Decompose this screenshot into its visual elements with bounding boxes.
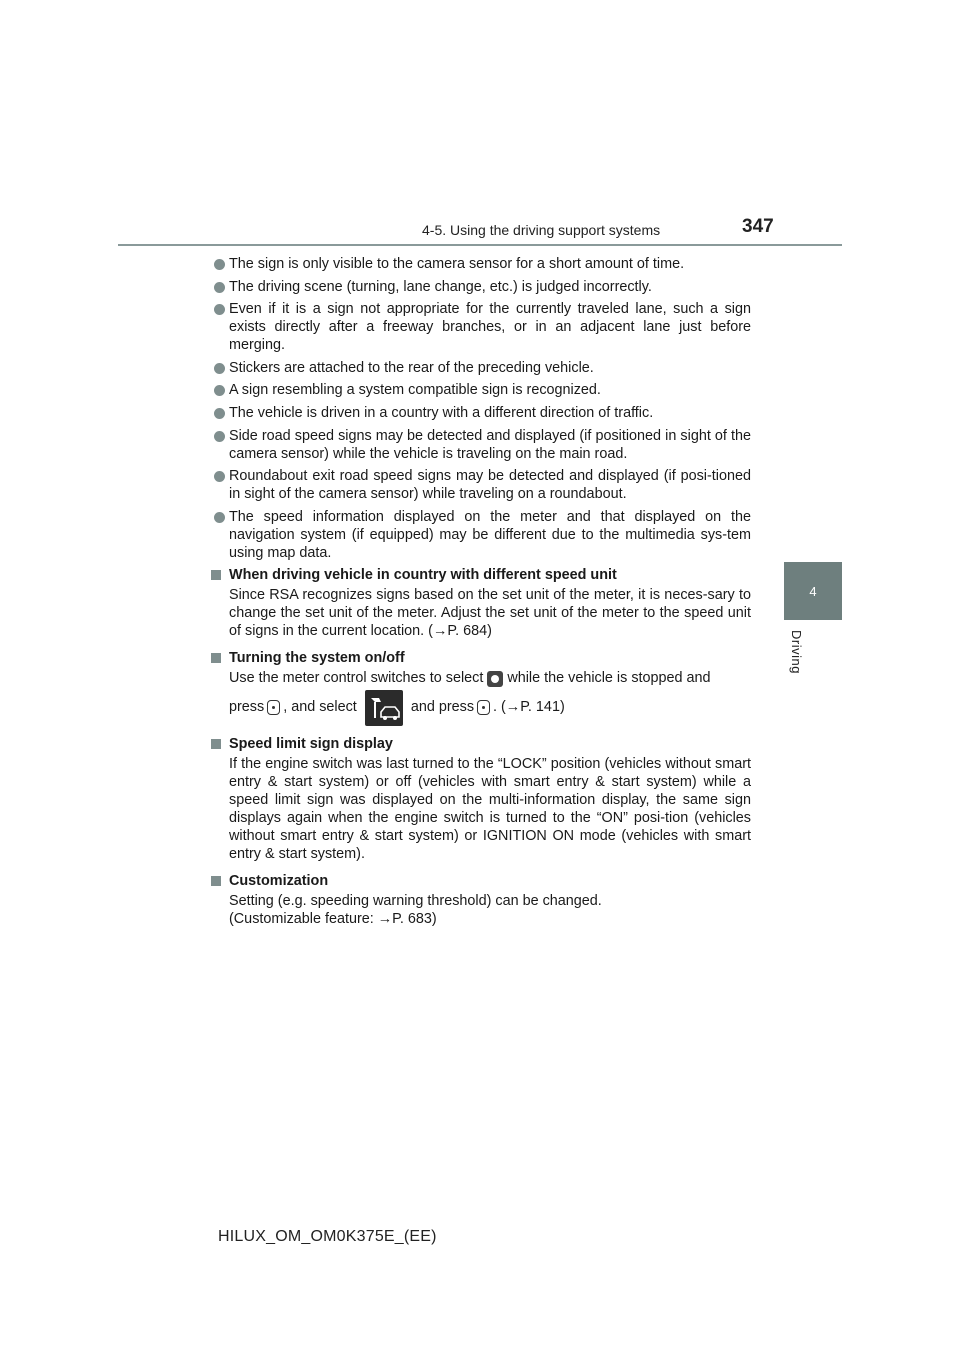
section-marker-icon — [211, 876, 221, 886]
page-number: 347 — [742, 216, 774, 237]
section-heading: Speed limit sign display — [229, 735, 393, 752]
ok-button-icon — [477, 700, 490, 715]
list-item: Stickers are attached to the rear of the preceding vehicle. — [209, 359, 751, 377]
chapter-number: 4 — [809, 583, 817, 599]
section-marker-icon — [211, 570, 221, 580]
section-marker-icon — [211, 653, 221, 663]
section-heading: Turning the system on/off — [229, 650, 405, 667]
section-body: Setting (e.g. speeding warning threshold) can be changed. — [229, 892, 602, 909]
list-item: The sign is only visible to the camera sensor for a short amount of time. — [209, 255, 751, 273]
chapter-label: Driving — [789, 630, 804, 674]
bullet-icon — [214, 408, 225, 419]
page-content — [209, 255, 751, 928]
section-body: If the engine switch was last turned to the “LOCK” position (vehicles without smart entry & start system) or off (vehicles with smart entry & start system) while a speed limit sign was displayed on the multi-information display, the same sign displays again when the engine switch is turned to the “ON” posi-tion (vehicles without smart entry & start system) or IGNITION ON mode (vehicles with smart entry & start system). — [229, 755, 751, 862]
bullet-icon — [214, 512, 225, 523]
section-customization — [209, 872, 751, 928]
list-item: Even if it is a sign not appropriate for the currently traveled lane, such a sign exists directly after a freeway branches, or in an adjacent lane just before merging. — [209, 300, 751, 354]
header-divider — [118, 244, 842, 246]
list-item: The vehicle is driven in a country with a different direction of traffic. — [209, 404, 751, 422]
section-body: press , and select and press . (→P. 141) — [229, 689, 751, 725]
chapter-tab[interactable] — [784, 562, 842, 620]
bullet-icon — [214, 385, 225, 396]
bullet-icon — [214, 471, 225, 482]
section-heading: When driving vehicle in country with different speed unit — [229, 567, 617, 584]
document-code: HILUX_OM_OM0K375E_(EE) — [218, 1228, 437, 1245]
section-body: (Customizable feature: →P. 683) — [229, 910, 437, 927]
bullet-icon — [214, 259, 225, 270]
bullet-icon — [214, 304, 225, 315]
bullet-icon — [214, 282, 225, 293]
section-speed-limit — [209, 735, 751, 863]
ok-button-icon — [267, 700, 280, 715]
list-item: Side road speed signs may be detected and displayed (if positioned in sight of the camera sensor) while the vehicle is traveling on the main road. — [209, 427, 751, 463]
bullet-icon — [214, 431, 225, 442]
list-item: The driving scene (turning, lane change, etc.) is judged incorrectly. — [209, 278, 751, 296]
bullet-icon — [214, 363, 225, 374]
settings-gear-icon — [487, 671, 503, 687]
list-item: Roundabout exit road speed signs may be detected and displayed (if posi-tioned in sight of the camera sensor) while traveling on a roundabout. — [209, 467, 751, 503]
list-item: The speed information displayed on the meter and that displayed on the navigation system (if equipped) may be different due to the multimedia sys-tem using map data. — [209, 508, 751, 562]
section-marker-icon — [211, 739, 221, 749]
section-title: 4-5. Using the driving support systems — [422, 222, 661, 238]
section-heading: Customization — [229, 872, 329, 889]
section-on-off — [209, 649, 751, 725]
section-body: Use the meter control switches to select while the vehicle is stopped and — [229, 670, 711, 687]
section-body: Since RSA recognizes signs based on the set unit of the meter, it is neces-sary to change the set unit of the meter. Adjust the set unit of the meter to the speed unit of signs in the current location. (→P. 684) — [229, 587, 751, 640]
condition-list — [209, 255, 751, 562]
driving-assist-icon — [365, 690, 403, 726]
section-speed-unit — [209, 566, 751, 640]
list-item: A sign resembling a system compatible sign is recognized. — [209, 381, 751, 399]
